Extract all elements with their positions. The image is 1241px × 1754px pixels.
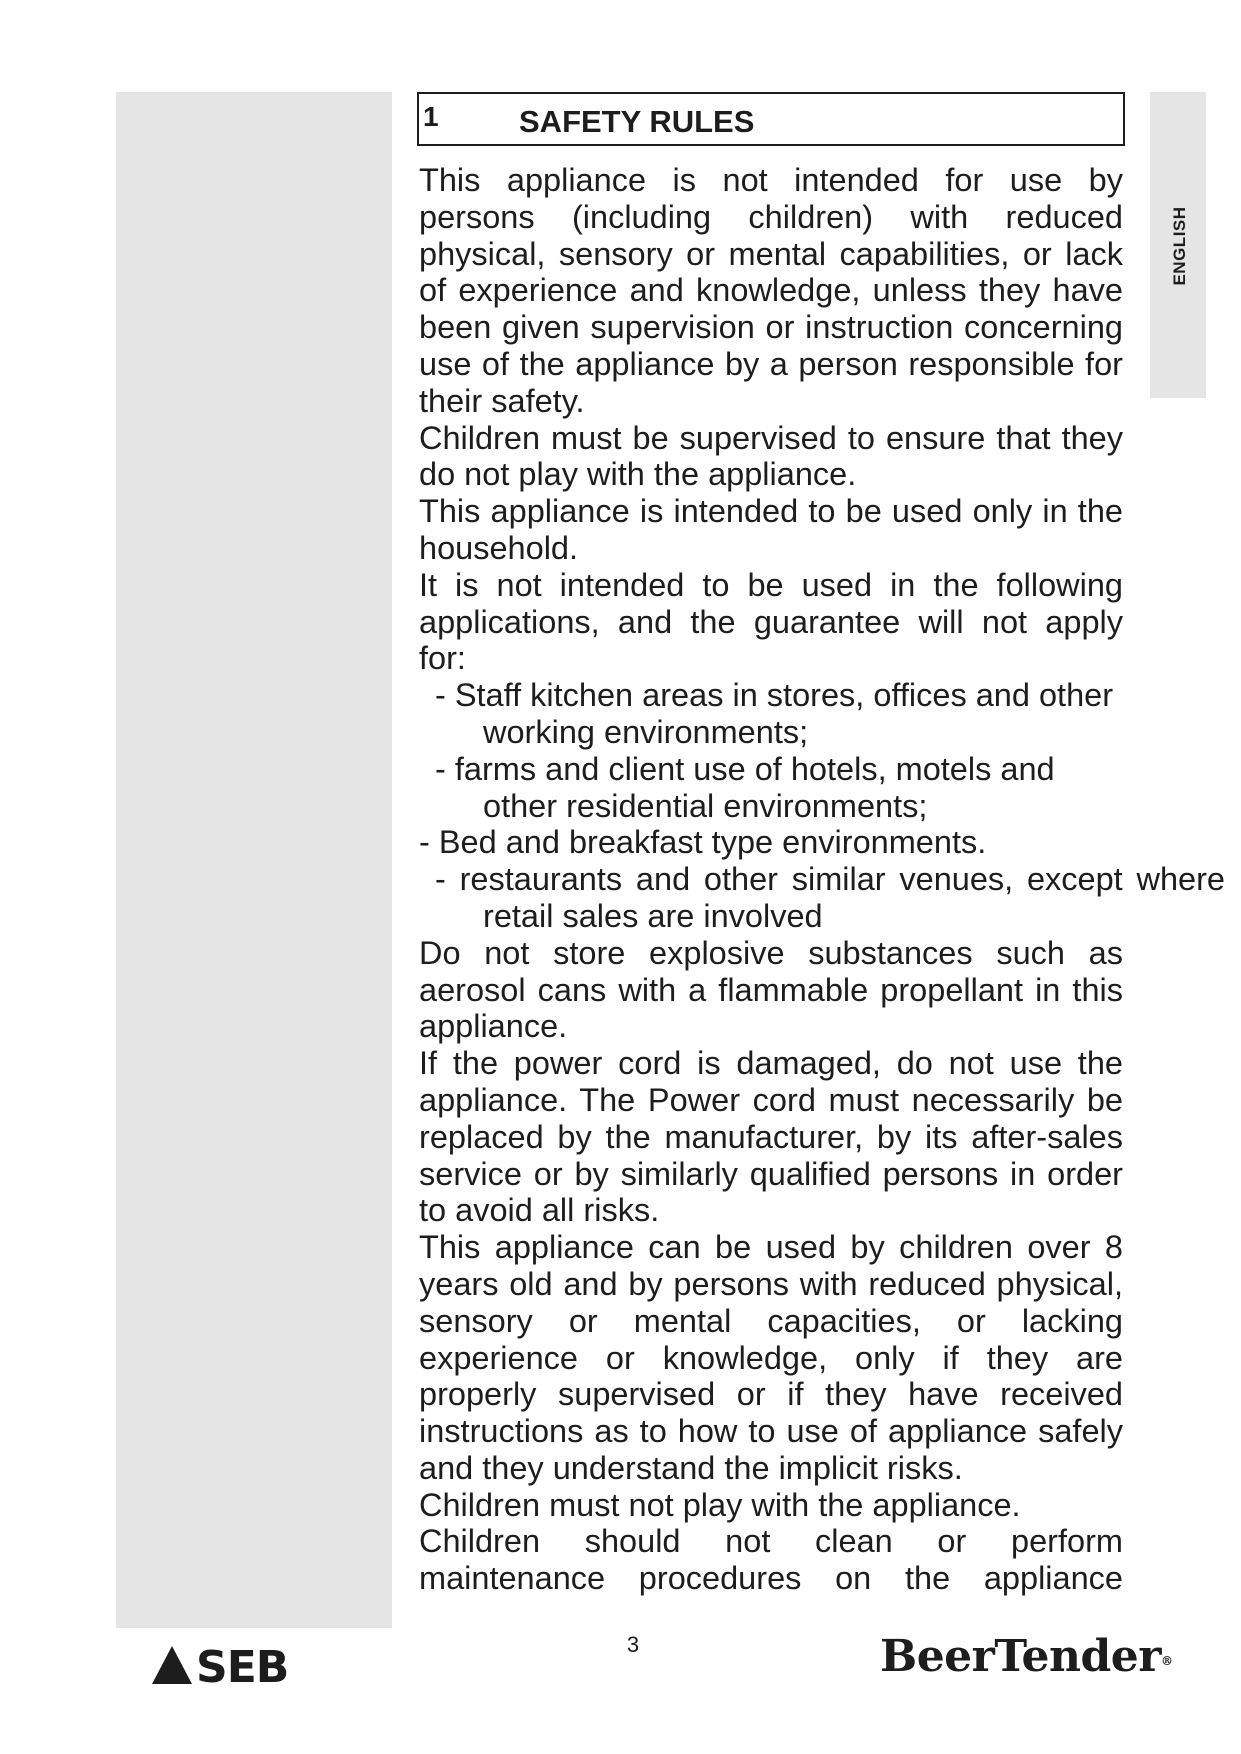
list-item: - farms and client use of hotels, motels and other residential environments; <box>435 750 1055 824</box>
seb-logo-text: SEB <box>196 1642 289 1686</box>
paragraph: It is not intended to be used in the following applications, and the guarantee will not apply for: <box>419 566 1123 677</box>
paragraph: Do not store explosive substances such as aerosol cans with a flammable propellant in this appliance. <box>419 934 1123 1045</box>
list-item: - restaurants and other similar venues, except where retail sales are involved <box>435 861 1225 934</box>
paragraph: This appliance can be used by children over 8 years old and by persons with reduced physical, sensory or mental capacities, or lacking experience or knowledge, only if they are properly supervised or if they have received instructions as to how to use of appliance safely and they understand the implicit risks. <box>419 1229 1123 1486</box>
paragraph: Children should not clean or perform maintenance procedures on the appliance <box>419 1523 1123 1597</box>
section-title: SAFETY RULES <box>519 104 755 139</box>
left-margin-band <box>116 92 392 1628</box>
seb-logo <box>152 1642 320 1686</box>
section-header <box>417 92 1125 146</box>
paragraph: This appliance is intended to be used only in the household. <box>419 493 1123 566</box>
registered-mark: ® <box>1160 1654 1173 1668</box>
paragraph: This appliance is not intended for use by persons (including children) with reduced physical, sensory or mental capabilities, or lack of experience and knowledge, unless they have been given supervision or instruction concerning use of the appliance by a person responsible for their safety. <box>419 162 1123 419</box>
beertender-logo <box>880 1632 1172 1682</box>
paragraph: Children must not play with the appliance. <box>419 1486 1021 1523</box>
section-number: 1 <box>423 101 439 132</box>
list-item: - Staff kitchen areas in stores, offices and other working environments; <box>435 677 1114 750</box>
language-label: ENGLISH <box>1170 206 1189 286</box>
paragraph: Children must be supervised to ensure that they do not play with the appliance. <box>419 419 1123 493</box>
list-item: - Bed and breakfast type environments. <box>419 824 987 861</box>
paragraph: If the power cord is damaged, do not use the appliance. The Power cord must necessarily be replaced by the manufacturer, by its after-sales service or by similarly qualified persons in order to avoid all risks. <box>419 1045 1123 1229</box>
beertender-logo-text: BeerTender <box>880 1631 1161 1682</box>
page-number: 3 <box>626 1632 640 1657</box>
